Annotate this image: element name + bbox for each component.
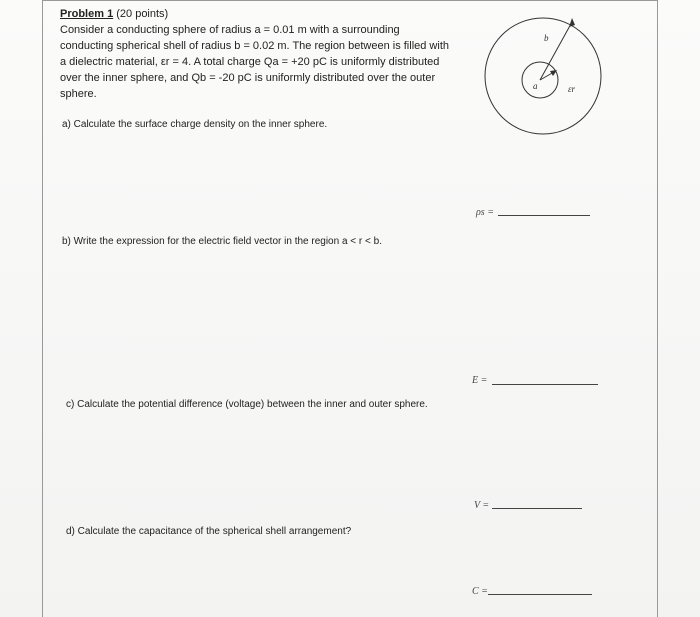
problem-points: (20 points) <box>113 8 169 20</box>
problem-line: Consider a conducting sphere of radius a = 0.01 m with a surrounding <box>60 24 400 36</box>
label-epsilon-r: εr <box>568 84 576 94</box>
radius-a-arrowhead <box>550 70 557 76</box>
answer-label-b: E = <box>472 375 488 386</box>
page-border-top <box>42 0 658 1</box>
answer-blank-d[interactable] <box>488 594 592 595</box>
page-border-left <box>42 0 43 617</box>
question-c: c) Calculate the potential difference (voltage) between the inner and outer sphere. <box>66 399 428 410</box>
problem-line: sphere. <box>60 88 97 100</box>
question-a: a) Calculate the surface charge density on the inner sphere. <box>62 119 328 130</box>
answer-label-a: ρs = <box>476 207 494 218</box>
label-b: b <box>544 33 549 43</box>
page-border-right <box>657 0 658 617</box>
spheres-diagram <box>480 8 610 140</box>
problem-line: a dielectric material, εr = 4. A total charge Qa = +20 pC is uniformly distributed <box>60 56 440 68</box>
problem-title: Problem 1 <box>60 8 114 20</box>
answer-label-c: V = <box>474 500 490 511</box>
answer-label-d: C = <box>472 586 488 597</box>
answer-blank-a[interactable] <box>498 215 590 216</box>
problem-statement <box>60 6 460 102</box>
problem-heading <box>60 6 460 22</box>
label-a: a <box>533 81 538 91</box>
question-b: b) Write the expression for the electric field vector in the region a < r < b. <box>62 236 382 247</box>
problem-line: over the inner sphere, and Qb = -20 pC is uniformly distributed over the outer <box>60 72 436 84</box>
answer-blank-b[interactable] <box>492 384 598 385</box>
outer-shell-circle <box>485 18 601 134</box>
radius-b-arrowhead <box>569 18 575 27</box>
question-d: d) Calculate the capacitance of the spherical shell arrangement? <box>66 526 352 537</box>
answer-blank-c[interactable] <box>492 508 582 509</box>
problem-line: conducting spherical shell of radius b = 0.02 m. The region between is filled with <box>60 40 449 52</box>
